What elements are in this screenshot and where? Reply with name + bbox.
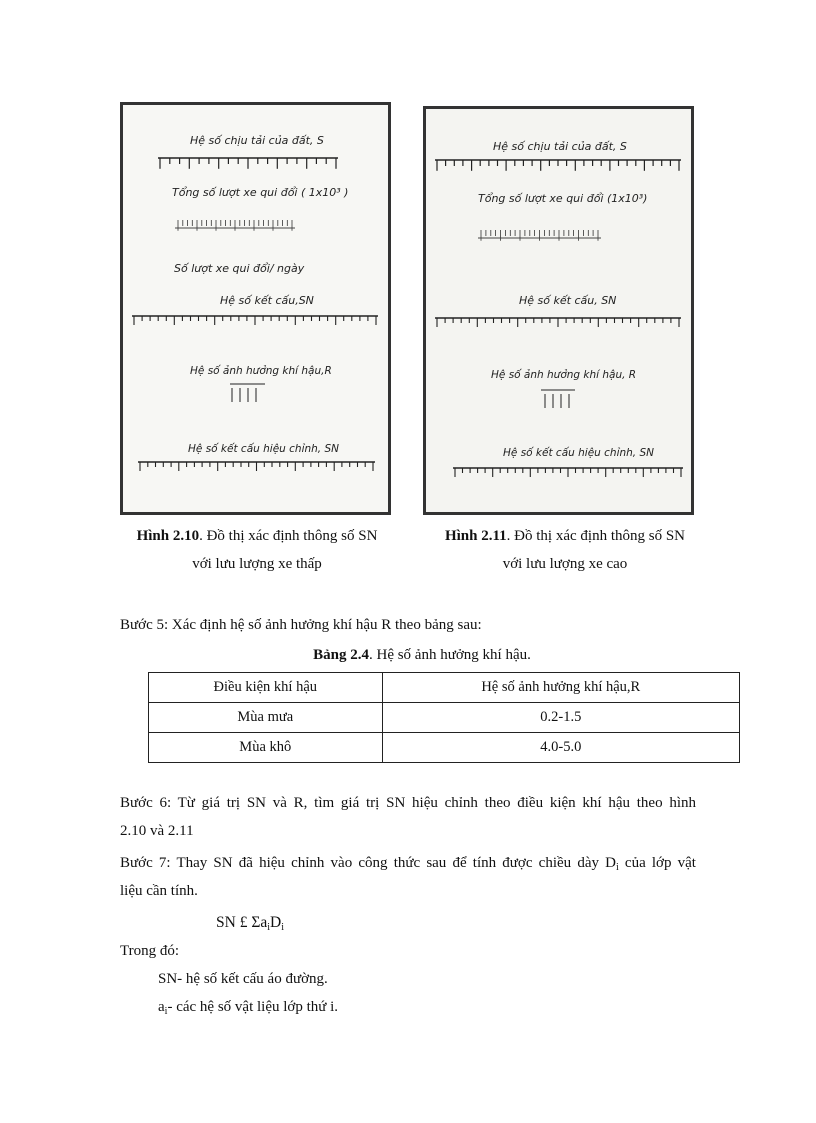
fig11-label-snhc: Hệ số kết cấu hiệu chỉnh, SN [503, 447, 654, 459]
caption-line2: với lưu lượng xe thấp [192, 556, 322, 572]
table-cell: Mùa mưa [149, 703, 383, 733]
table-cell: 0.2-1.5 [382, 703, 739, 733]
fig11-label-total: Tổng số lượt xe qui đổi (1x10³) [478, 192, 648, 205]
table-header-row [149, 673, 740, 703]
figure-2-11 [423, 106, 694, 515]
fig11-label-s: Hệ số chịu tải của đất, S [493, 140, 627, 153]
table-title [0, 642, 816, 668]
fig10-label-s: Hệ số chịu tải của đất, S [190, 134, 324, 147]
fig10-label-sn: Hệ số kết cấu,SN [220, 294, 314, 307]
formula-lhs: SN £ Σa [216, 914, 268, 931]
def-ai-letter: a [158, 999, 165, 1015]
caption-figure-2-11 [420, 522, 710, 578]
trong-do: Trong đó: [120, 943, 180, 959]
step-7-text-end: của lớp vật [618, 855, 696, 871]
formula-sub1: i [267, 922, 270, 933]
step-7-line2: liệu cần tính. [120, 883, 198, 899]
caption-figure-2-10 [112, 522, 402, 578]
fig11-label-sn: Hệ số kết cấu, SN [519, 294, 617, 307]
step-7-text: Bước 7: Thay SN đã hiệu chỉnh vào công thức sau để tính được chiều dày D [120, 855, 616, 871]
fig10-label-daily: Số lượt xe qui đổi/ ngày [174, 262, 305, 275]
fig10-label-r: Hệ số ảnh hưởng khí hậu,R [190, 365, 332, 377]
fig10-label-snhc: Hệ số kết cấu hiệu chỉnh, SN [188, 443, 339, 455]
table-row [149, 733, 740, 763]
climate-table [148, 672, 740, 763]
table-title-text: . Hệ số ảnh hưởng khí hậu. [368, 647, 531, 663]
step-6-line2: 2.10 và 2.11 [120, 823, 194, 839]
figure-2-11-image [423, 106, 694, 515]
table-cell: Mùa khô [149, 733, 383, 763]
table-header-cell: Hệ số ảnh hưởng khí hậu,R [382, 673, 739, 703]
table-cell: 4.0-5.0 [382, 733, 739, 763]
caption-text: . Đồ thị xác định thông số SN [506, 528, 686, 544]
fig11-label-r: Hệ số ảnh hưởng khí hậu, R [491, 369, 637, 381]
formula [216, 910, 284, 941]
step-6-line1: Bước 6: Từ giá trị SN và R, tìm giá trị SN hiệu chỉnh theo điều kiện khí hậu theo hình [120, 795, 696, 811]
figure-2-10 [120, 102, 391, 515]
caption-number: Hình 2.11 [444, 528, 507, 544]
def-ai-text: - các hệ số vật liệu lớp thứ i. [167, 999, 339, 1015]
caption-number: Hình 2.10 [136, 528, 200, 544]
def-ai-sub: i [164, 1006, 168, 1017]
formula-mid: D [270, 914, 282, 931]
step-7-subscript: i [615, 862, 619, 873]
fig10-label-total: Tổng số lượt xe qui đổi ( 1x10³ ) [172, 186, 349, 199]
caption-text: . Đồ thị xác định thông số SN [199, 528, 378, 544]
figure-2-10-image [120, 102, 391, 515]
caption-line2: với lưu lượng xe cao [502, 556, 628, 572]
table-row [149, 703, 740, 733]
definition-sn: SN- hệ số kết cấu áo đường. [158, 971, 328, 987]
table-number: Bảng 2.4 [313, 647, 369, 663]
step-7-line1 [120, 850, 696, 881]
definition-ai [158, 994, 338, 1025]
formula-sub2: i [281, 922, 284, 933]
table-header-cell: Điều kiện khí hậu [149, 673, 383, 703]
step-5: Bước 5: Xác định hệ số ảnh hưởng khí hậu R theo bảng sau: [120, 617, 482, 633]
